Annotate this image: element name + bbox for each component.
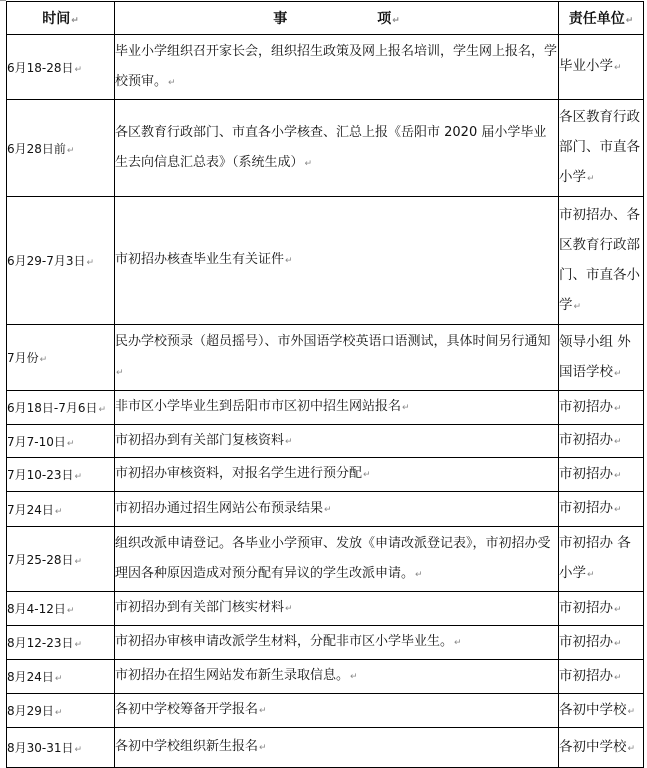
table-row [7,626,644,660]
row-time: 6月28日前↵ [7,100,115,197]
table-row [7,197,644,325]
table-row [7,592,644,626]
header-item: 事 项↵ [115,2,559,35]
header-row [7,2,644,35]
row-time: 8月30-31日↵ [7,728,115,768]
row-item: 市初招办到有关部门复核资料↵ [115,425,559,458]
row-item: 组织改派申请登记。各毕业小学预审、发放《申请改派登记表》，市初招办受理因各种原因造成对预分配有异议的学生改派申请。↵ [115,527,559,592]
row-time: 7月份↵ [7,325,115,391]
row-unit: 市初招办↵ [559,592,644,626]
row-time: 6月29-7月3日↵ [7,197,115,325]
row-unit: 毕业小学↵ [559,35,644,100]
table-row [7,425,644,458]
table-row [7,527,644,592]
header-unit: 责任单位↵ [559,2,644,35]
row-unit: 市初招办、各区教育行政部门、市直各小学↵ [559,197,644,325]
row-time: 7月10-23日↵ [7,458,115,492]
table-row [7,325,644,391]
row-item: 非市区小学毕业生到岳阳市市区初中招生网站报名↵ [115,391,559,425]
row-unit: 市初招办↵ [559,492,644,527]
row-unit: 各初中学校↵ [559,694,644,728]
row-item: 市初招办在招生网站发布新生录取信息。↵ [115,660,559,694]
row-item: 市初招办到有关部门核实材料↵ [115,592,559,626]
enrollment-schedule-table [6,1,644,768]
row-unit: 各区教育行政部门、市直各小学↵ [559,100,644,197]
table-row [7,694,644,728]
row-time: 7月25-28日↵ [7,527,115,592]
row-unit: 领导小组 外国语学校↵ [559,325,644,391]
header-time: 时间↵ [7,2,115,35]
row-time: 8月29日↵ [7,694,115,728]
row-unit: 市初招办↵ [559,626,644,660]
row-unit: 市初招办↵ [559,458,644,492]
row-item: 各初中学校筹备开学报名↵ [115,694,559,728]
row-time: 8月4-12日↵ [7,592,115,626]
row-unit: 市初招办 各小学↵ [559,527,644,592]
table-row [7,660,644,694]
row-item: 市初招办通过招生网站公布预录结果↵ [115,492,559,527]
table-row [7,35,644,100]
row-item: 市初招办审核申请改派学生材料，分配非市区小学毕业生。↵ [115,626,559,660]
row-unit: 市初招办↵ [559,425,644,458]
row-time: 6月18日-7月6日↵ [7,391,115,425]
table-row [7,458,644,492]
row-time: 7月24日↵ [7,492,115,527]
row-item: 各初中学校组织新生报名↵ [115,728,559,768]
table-row [7,391,644,425]
row-item: 民办学校预录（超员摇号）、市外国语学校英语口语测试，具体时间另行通知↵ [115,325,559,391]
row-time: 8月24日↵ [7,660,115,694]
row-item: 各区教育行政部门、市直各小学核查、汇总上报《岳阳市 2020 届小学毕业生去向信息汇总表》（系统生成）↵ [115,100,559,197]
row-unit: 市初招办↵ [559,660,644,694]
row-unit: 市初招办↵ [559,391,644,425]
row-item: 毕业小学组织召开家长会，组织招生政策及网上报名培训，学生网上报名，学校预审。↵ [115,35,559,100]
row-time: 8月12-23日↵ [7,626,115,660]
row-item: 市初招办审核资料，对报名学生进行预分配↵ [115,458,559,492]
row-time: 7月7-10日↵ [7,425,115,458]
table-row [7,728,644,768]
row-unit: 各初中学校↵ [559,728,644,768]
row-time: 6月18-28日↵ [7,35,115,100]
table-row [7,492,644,527]
table-row [7,100,644,197]
row-item: 市初招办核查毕业生有关证件↵ [115,197,559,325]
